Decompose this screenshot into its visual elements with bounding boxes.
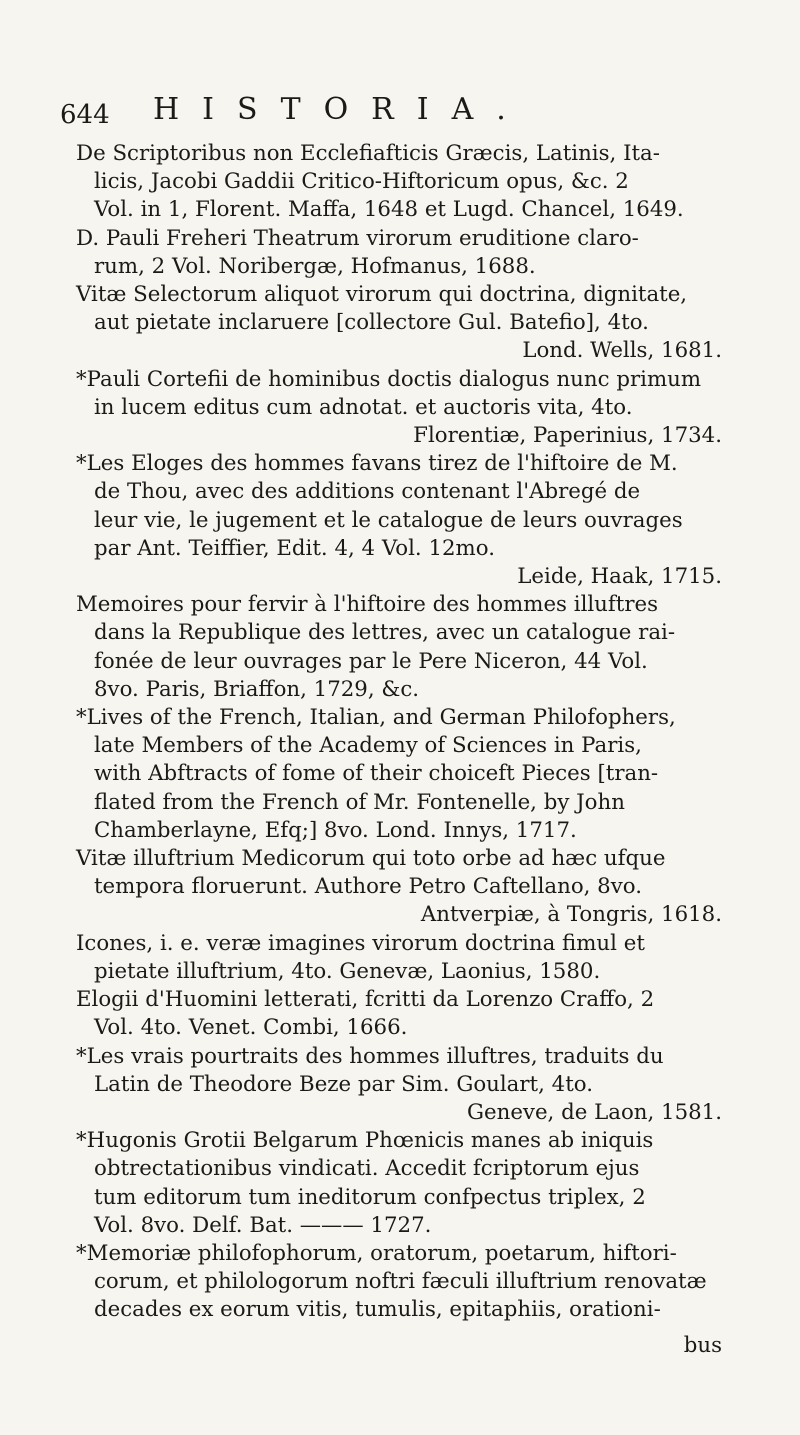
entry-line: in lucem editus cum adnotat. et auctoris vita, 4to. xyxy=(94,394,633,420)
entry-line: 8vo. Paris, Briaffon, 1729, &c. xyxy=(94,676,420,702)
bibliography-entry xyxy=(76,450,722,591)
entry-line: Latin de Theodore Beze par Sim. Goulart, 4to. xyxy=(94,1071,593,1097)
bibliography-entry xyxy=(76,1043,722,1128)
entry-imprint: Lond. Wells, 1681. xyxy=(522,338,722,364)
entry-line: aut pietate inclaruere [collectore Gul. Batefio], 4to. xyxy=(94,310,649,336)
entry-line: *Les Eloges des hommes favans tirez de l'hiftoire de M. xyxy=(76,451,678,477)
entry-line: De Scriptoribus non Ecclefiafticis Græcis, Latinis, Ita- xyxy=(76,141,660,166)
bibliography-list xyxy=(76,140,722,1325)
running-head: HISTORIA. xyxy=(153,92,529,127)
entry-imprint: Florentiæ, Paperinius, 1734. xyxy=(413,423,722,449)
entry-line: Vol. 8vo. Delf. Bat. ——— 1727. xyxy=(94,1212,432,1238)
entry-line: Vitæ illuftrium Medicorum qui toto orbe ad hæc ufque xyxy=(76,846,666,872)
entry-line: Chamberlayne, Efq;] 8vo. Lond. Innys, 1717. xyxy=(94,817,577,843)
bibliography-entry xyxy=(76,845,722,930)
entry-line: pietate illuftrium, 4to. Genevæ, Laonius, 1580. xyxy=(94,958,601,984)
page-number: 644 xyxy=(60,100,110,130)
entry-line: decades ex eorum vitis, tumulis, epitaphiis, orationi- xyxy=(94,1297,661,1323)
entry-imprint: Geneve, de Laon, 1581. xyxy=(466,1099,722,1125)
entry-line: late Members of the Academy of Sciences in Paris, xyxy=(94,733,642,759)
entry-line: *Lives of the French, Italian, and German Philofophers, xyxy=(76,705,676,731)
entry-line: with Abftracts of fome of their choiceft Pieces [tran- xyxy=(94,761,659,787)
entry-line: de Thou, avec des additions contenant l'Abregé de xyxy=(94,479,641,505)
entry-line: Elogii d'Huomini letterati, fcritti da Lorenzo Craffo, 2 xyxy=(76,987,655,1013)
entry-imprint: Antverpiæ, à Tongris, 1618. xyxy=(420,902,722,928)
entry-line: obtrectationibus vindicati. Accedit fcriptorum ejus xyxy=(94,1156,640,1182)
entry-line: D. Pauli Freheri Theatrum virorum eruditione claro- xyxy=(76,225,639,251)
bibliography-entry xyxy=(76,930,722,986)
bibliography-entry xyxy=(76,704,722,845)
entry-imprint: Leide, Haak, 1715. xyxy=(517,564,722,590)
entry-line: *Memoriæ philofophorum, oratorum, poetarum, hiftori- xyxy=(76,1240,677,1266)
entry-line: Memoires pour fervir à l'hiftoire des hommes illuftres xyxy=(76,592,659,618)
entry-line: rum, 2 Vol. Noribergæ, Hofmanus, 1688. xyxy=(94,253,536,279)
entry-line: leur vie, le jugement et le catalogue de leurs ouvrages xyxy=(94,507,683,533)
bibliography-entry xyxy=(76,986,722,1042)
entry-line: Vol. in 1, Florent. Maffa, 1648 et Lugd. Chancel, 1649. xyxy=(94,197,684,223)
bibliography-entry xyxy=(76,1127,722,1240)
bibliography-entry xyxy=(76,281,722,366)
entry-line: Vitæ Selectorum aliquot virorum qui doctrina, dignitate, xyxy=(76,282,688,308)
entry-line: corum, et philologorum noftri fæculi illuftrium renovatæ xyxy=(94,1269,707,1295)
bibliography-entry xyxy=(76,1240,722,1325)
entry-line: licis, Jacobi Gaddii Critico-Hiftoricum opus, &c. 2 xyxy=(94,169,629,195)
entry-line: Icones, i. e. veræ imagines virorum doctrina fimul et xyxy=(76,930,645,956)
entry-line: *Hugonis Grotii Belgarum Phœnicis manes ab iniquis xyxy=(76,1128,654,1154)
bibliography-entry xyxy=(76,366,722,451)
entry-line: Vol. 4to. Venet. Combi, 1666. xyxy=(94,1015,408,1041)
entry-line: fonée de leur ouvrages par le Pere Niceron, 44 Vol. xyxy=(94,648,648,674)
bibliography-entry xyxy=(76,140,722,225)
entry-line: tempora floruerunt. Authore Petro Caftellano, 8vo. xyxy=(94,874,642,900)
entry-line: par Ant. Teiffier, Edit. 4, 4 Vol. 12mo. xyxy=(94,535,495,561)
entry-line: flated from the French of Mr. Fontenelle, by John xyxy=(94,789,625,815)
bibliography-entry xyxy=(76,225,722,281)
entry-line: *Les vrais pourtraits des hommes illuftres, traduits du xyxy=(76,1043,664,1069)
entry-line: *Pauli Cortefii de hominibus doctis dialogus nunc primum xyxy=(76,366,702,392)
page-header xyxy=(60,92,740,136)
catchword: bus xyxy=(683,1333,722,1358)
entry-line: tum editorum tum ineditorum confpectus triplex, 2 xyxy=(94,1184,646,1210)
bibliography-entry xyxy=(76,591,722,704)
entry-line: dans la Republique des lettres, avec un catalogue rai- xyxy=(94,620,676,646)
